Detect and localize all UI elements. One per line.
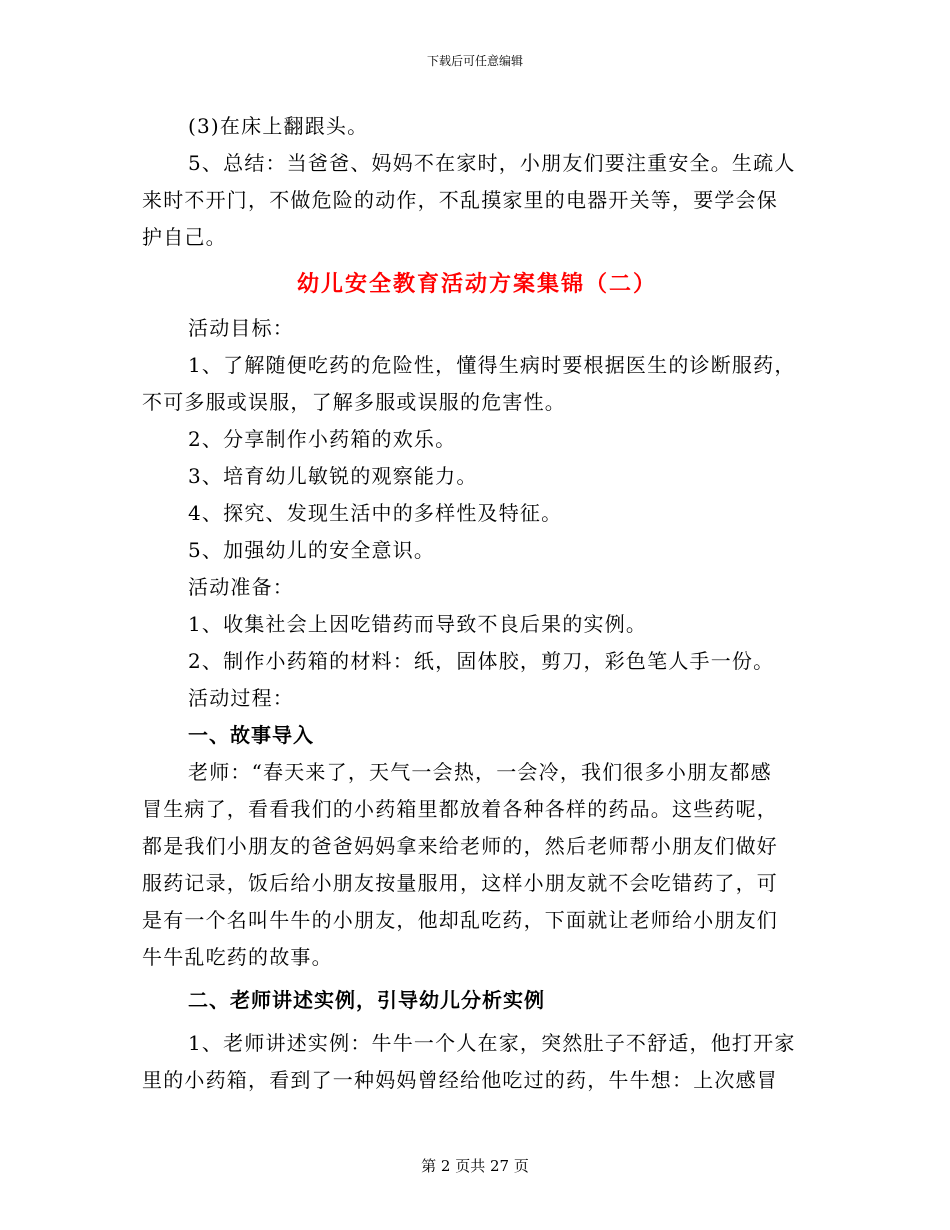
- process-heading: 活动过程：: [188, 686, 294, 710]
- step2-title: 二、老师讲述实例，引导幼儿分析实例: [188, 988, 545, 1012]
- document-body: [142, 108, 812, 1099]
- goal-line: 不可多服或误服，了解多服或误服的危害性。: [142, 390, 566, 414]
- goal-line: 2、分享制作小药箱的欢乐。: [188, 427, 457, 451]
- step1-line: 老师：“春天来了，天气一会热，一会冷，我们很多小朋友都感: [188, 760, 772, 784]
- page-header: 下载后可任意编辑: [426, 54, 523, 68]
- paragraph-line: 护自己。: [142, 225, 227, 249]
- prep-line: 2、制作小药箱的材料：纸，固体胶，剪刀，彩色笔人手一份。: [188, 649, 775, 673]
- paragraph-line: 5、总结：当爸爸、妈妈不在家时，小朋友们要注重安全。生疏人: [188, 151, 796, 175]
- step1-title: 一、故事导入: [188, 723, 314, 747]
- paragraph-line: (3)在床上翻跟头。: [188, 114, 369, 138]
- step2-line: 1、老师讲述实例：牛牛一个人在家，突然肚子不舒适，他打开家: [188, 1031, 796, 1055]
- section-title: 幼儿安全教育活动方案集锦（二）: [296, 272, 657, 297]
- page-footer: 第 2 页共 27 页: [421, 1157, 529, 1175]
- step1-line: 都是我们小朋友的爸爸妈妈拿来给老师的，然后老师帮小朋友们做好: [142, 834, 778, 858]
- goal-line: 4、探究、发现生活中的多样性及特征。: [188, 501, 563, 525]
- goal-line: 3、培育幼儿敏锐的观察能力。: [188, 464, 478, 488]
- paragraph-line: 来时不开门，不做危险的动作，不乱摸家里的电器开关等，要学会保: [142, 188, 778, 212]
- step1-line: 服药记录，饭后给小朋友按量服用，这样小朋友就不会吃错药了，可: [142, 871, 778, 895]
- step1-line: 是有一个名叫牛牛的小朋友，他却乱吃药，下面就让老师给小朋友们: [142, 908, 778, 932]
- goal-line: 5、加强幼儿的安全意识。: [188, 538, 436, 562]
- goals-heading: 活动目标：: [188, 316, 294, 340]
- step1-line: 牛牛乱吃药的故事。: [142, 945, 333, 969]
- step1-line: 冒生病了，看看我们的小药箱里都放着各种各样的药品。这些药呢，: [142, 797, 778, 821]
- prep-heading: 活动准备：: [188, 575, 294, 599]
- goal-line: 1、了解随便吃药的危险性，懂得生病时要根据医生的诊断服药，: [188, 353, 796, 377]
- step2-line: 里的小药箱，看到了一种妈妈曾经给他吃过的药，牛牛想：上次感冒: [142, 1068, 778, 1092]
- prep-line: 1、收集社会上因吃错药而导致不良后果的实例。: [188, 612, 648, 636]
